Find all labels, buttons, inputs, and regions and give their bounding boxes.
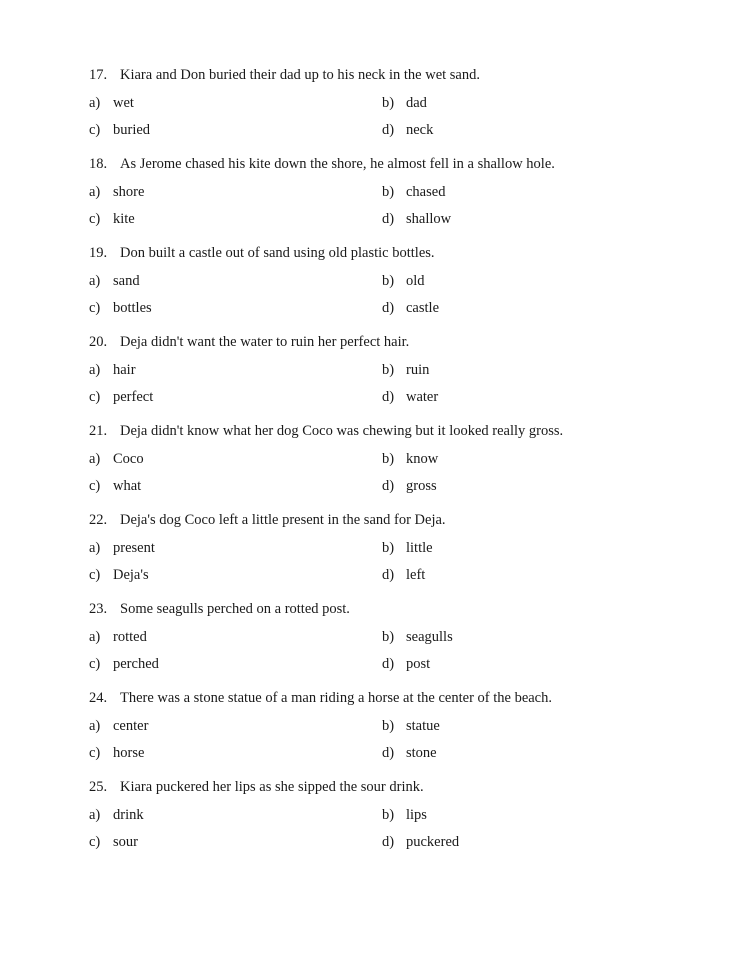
option-text: hair	[113, 362, 136, 378]
option-text: gross	[406, 478, 437, 494]
option-letter: c)	[89, 211, 101, 227]
question-25	[0, 778, 750, 862]
question-sentence: There was a stone statue of a man riding a horse at the center of the beach.	[120, 690, 552, 706]
option-letter: c)	[89, 745, 101, 761]
option-c[interactable]	[89, 477, 141, 495]
option-letter: a)	[89, 807, 101, 823]
option-a[interactable]	[89, 628, 147, 646]
option-b[interactable]	[382, 628, 453, 646]
option-d[interactable]	[382, 744, 437, 762]
option-text: stone	[406, 745, 437, 761]
option-text: seagulls	[406, 629, 453, 645]
option-letter: d)	[382, 122, 395, 138]
option-b[interactable]	[382, 806, 427, 824]
question-number: 21.	[89, 423, 108, 439]
option-b[interactable]	[382, 183, 445, 201]
option-d[interactable]	[382, 477, 437, 495]
option-c[interactable]	[89, 388, 153, 406]
question-sentence: Deja didn't know what her dog Coco was chewing but it looked really gross.	[120, 423, 564, 439]
option-text: post	[406, 656, 431, 672]
option-text: statue	[406, 718, 440, 734]
option-text: lips	[406, 807, 427, 823]
option-letter: b)	[382, 718, 395, 734]
option-letter: a)	[89, 273, 101, 289]
option-c[interactable]	[89, 121, 150, 139]
question-line	[89, 422, 563, 440]
option-text: buried	[113, 122, 151, 138]
question-line	[89, 244, 435, 262]
question-number: 25.	[89, 779, 108, 795]
question-22	[0, 511, 750, 595]
option-letter: b)	[382, 95, 395, 111]
option-b[interactable]	[382, 717, 440, 735]
option-text: puckered	[406, 834, 460, 850]
question-number: 17.	[89, 67, 108, 83]
question-number: 23.	[89, 601, 108, 617]
option-text: drink	[113, 807, 144, 823]
option-text: shore	[113, 184, 145, 200]
option-text: castle	[406, 300, 440, 316]
option-text: rotted	[113, 629, 147, 645]
option-a[interactable]	[89, 94, 134, 112]
question-20	[0, 333, 750, 417]
option-text: shallow	[406, 211, 452, 227]
question-line	[89, 689, 552, 707]
option-b[interactable]	[382, 450, 438, 468]
option-text: perched	[113, 656, 159, 672]
question-sentence: Some seagulls perched on a rotted post.	[120, 601, 350, 617]
option-text: Coco	[113, 451, 144, 467]
option-letter: a)	[89, 451, 101, 467]
option-text: what	[113, 478, 142, 494]
option-text: neck	[406, 122, 434, 138]
option-text: bottles	[113, 300, 152, 316]
option-letter: d)	[382, 745, 395, 761]
option-a[interactable]	[89, 272, 140, 290]
option-a[interactable]	[89, 539, 155, 557]
option-text: present	[113, 540, 155, 556]
option-letter: c)	[89, 300, 101, 316]
option-text: Deja's	[113, 567, 149, 583]
option-d[interactable]	[382, 566, 425, 584]
question-line	[89, 600, 350, 618]
option-letter: d)	[382, 478, 395, 494]
question-number: 24.	[89, 690, 108, 706]
option-letter: c)	[89, 389, 101, 405]
option-c[interactable]	[89, 210, 135, 228]
option-text: chased	[406, 184, 446, 200]
question-sentence: Kiara puckered her lips as she sipped the sour drink.	[120, 779, 424, 795]
question-23	[0, 600, 750, 684]
option-d[interactable]	[382, 210, 451, 228]
question-sentence: Deja didn't want the water to ruin her perfect hair.	[120, 334, 410, 350]
option-letter: a)	[89, 718, 101, 734]
question-line	[89, 778, 424, 796]
option-text: center	[113, 718, 149, 734]
option-b[interactable]	[382, 272, 425, 290]
option-c[interactable]	[89, 299, 152, 317]
option-a[interactable]	[89, 717, 148, 735]
option-text: sour	[113, 834, 138, 850]
option-text: little	[406, 540, 433, 556]
question-number: 19.	[89, 245, 108, 261]
option-b[interactable]	[382, 539, 433, 557]
option-d[interactable]	[382, 299, 439, 317]
option-text: sand	[113, 273, 140, 289]
option-letter: b)	[382, 362, 395, 378]
option-letter: c)	[89, 567, 101, 583]
question-number: 22.	[89, 512, 108, 528]
question-sentence: Don built a castle out of sand using old plastic bottles.	[120, 245, 435, 261]
question-line	[89, 66, 480, 84]
option-d[interactable]	[382, 655, 430, 673]
option-letter: c)	[89, 478, 101, 494]
option-letter: a)	[89, 629, 101, 645]
option-text: wet	[113, 95, 134, 111]
option-text: kite	[113, 211, 135, 227]
option-text: old	[406, 273, 425, 289]
option-d[interactable]	[382, 833, 459, 851]
option-letter: a)	[89, 540, 101, 556]
option-letter: a)	[89, 362, 101, 378]
option-d[interactable]	[382, 388, 438, 406]
option-a[interactable]	[89, 361, 136, 379]
question-sentence: Kiara and Don buried their dad up to his neck in the wet sand.	[120, 67, 480, 83]
option-letter: b)	[382, 273, 395, 289]
option-c[interactable]	[89, 655, 159, 673]
option-a[interactable]	[89, 183, 144, 201]
option-letter: c)	[89, 834, 101, 850]
question-sentence: Deja's dog Coco left a little present in the sand for Deja.	[120, 512, 446, 528]
question-line	[89, 333, 409, 351]
option-letter: a)	[89, 184, 101, 200]
option-letter: d)	[382, 567, 395, 583]
question-line	[89, 511, 446, 529]
option-text: ruin	[406, 362, 430, 378]
question-18	[0, 155, 750, 239]
question-21	[0, 422, 750, 506]
option-c[interactable]	[89, 566, 149, 584]
option-letter: c)	[89, 656, 101, 672]
option-letter: b)	[382, 184, 395, 200]
option-letter: d)	[382, 211, 395, 227]
option-b[interactable]	[382, 94, 427, 112]
option-letter: b)	[382, 807, 395, 823]
question-24	[0, 689, 750, 773]
option-b[interactable]	[382, 361, 429, 379]
question-sentence: As Jerome chased his kite down the shore, he almost fell in a shallow hole.	[120, 156, 555, 172]
question-19	[0, 244, 750, 328]
option-text: water	[406, 389, 439, 405]
option-text: dad	[406, 95, 427, 111]
option-letter: b)	[382, 451, 395, 467]
option-letter: d)	[382, 656, 395, 672]
option-a[interactable]	[89, 806, 144, 824]
option-letter: b)	[382, 540, 395, 556]
option-text: horse	[113, 745, 145, 761]
option-text: left	[406, 567, 426, 583]
question-number: 20.	[89, 334, 108, 350]
option-letter: d)	[382, 300, 395, 316]
option-letter: d)	[382, 834, 395, 850]
question-line	[89, 155, 555, 173]
option-text: know	[406, 451, 439, 467]
question-number: 18.	[89, 156, 108, 172]
option-text: perfect	[113, 389, 154, 405]
option-c[interactable]	[89, 833, 138, 851]
option-d[interactable]	[382, 121, 433, 139]
option-letter: a)	[89, 95, 101, 111]
option-a[interactable]	[89, 450, 144, 468]
question-17	[0, 66, 750, 150]
option-c[interactable]	[89, 744, 144, 762]
option-letter: b)	[382, 629, 395, 645]
option-letter: d)	[382, 389, 395, 405]
option-letter: c)	[89, 122, 101, 138]
